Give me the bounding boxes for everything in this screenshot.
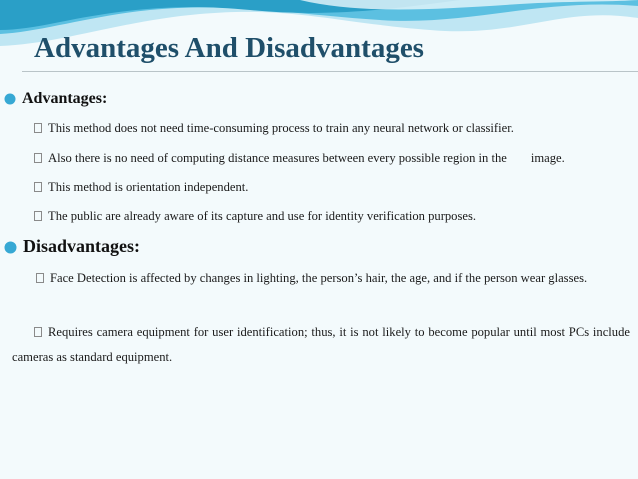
checkbox-glyph-icon [34, 182, 42, 192]
disadvantages-heading: Disadvantages: [23, 236, 141, 256]
disadvantage-item-2 [12, 320, 630, 370]
checkbox-glyph-icon [34, 327, 42, 337]
advantages-heading: Advantages: [22, 90, 108, 107]
page-title: Advantages And Disadvantages [34, 32, 424, 64]
advantage-text: The public are already aware of its capture and use for identity verification purposes. [48, 209, 477, 223]
advantage-item-4 [34, 207, 476, 225]
advantage-text: This method is orientation independent. [48, 180, 249, 194]
advantage-text: Also there is no need of computing distance measures between every possible region in the [48, 151, 507, 165]
disadvantage-text: Face Detection is affected by changes in lighting, the person’s hair, the age, and if the person wear glasses. [50, 271, 588, 285]
checkbox-glyph-icon [34, 123, 42, 133]
checkbox-glyph-icon [36, 273, 44, 283]
advantage-item-2 [34, 149, 565, 167]
advantage-text: This method does not need time-consuming process to train any neural network or classifier. [48, 121, 514, 135]
advantage-item-1 [34, 119, 514, 137]
disadvantage-text: Requires camera equipment for user identification; thus, it is not likely to become popular until most PCs include cameras as standard equipment. [12, 325, 630, 364]
bullet-icon [4, 241, 17, 254]
checkbox-glyph-icon [34, 153, 42, 163]
advantage-item-3 [34, 178, 248, 196]
title-underline [22, 71, 638, 72]
bullet-icon [4, 93, 16, 105]
disadvantage-item-1 [12, 266, 630, 290]
advantage-text-tail: image. [530, 151, 565, 165]
checkbox-glyph-icon [34, 211, 42, 221]
disadvantages-heading-row [4, 236, 140, 257]
advantages-heading-row [4, 90, 107, 108]
